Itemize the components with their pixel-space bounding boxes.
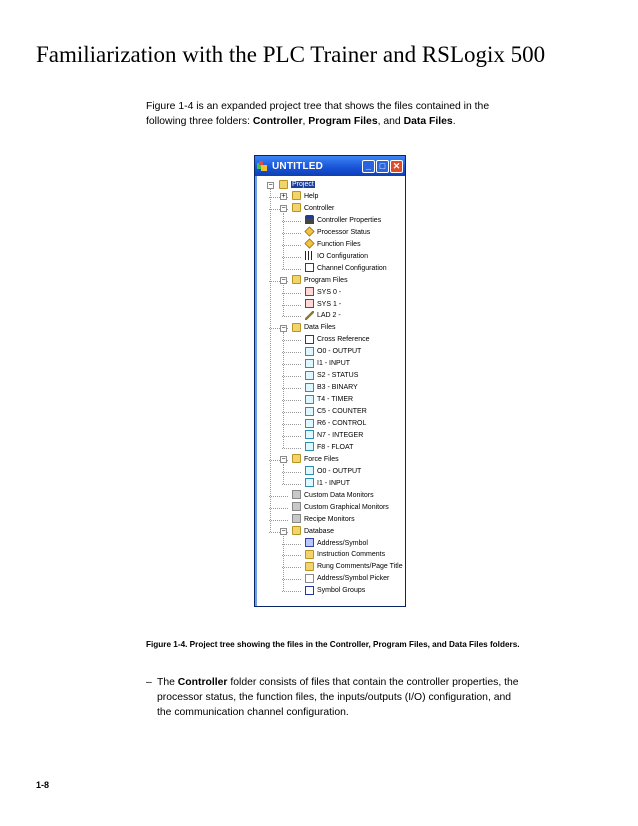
tree-connector (282, 567, 301, 568)
folder-icon (292, 275, 301, 284)
data-file-icon (305, 359, 314, 368)
figure-caption: Figure 1-4. Project tree showing the files in the Controller, Program Files, and Data Files folders. (146, 640, 520, 649)
tree-connector (282, 448, 301, 449)
tree-connector (282, 340, 301, 341)
tree-item[interactable] (305, 382, 358, 394)
intro-sep: , and (377, 116, 404, 127)
bullet-dash: – (146, 677, 152, 688)
intro-end: . (452, 116, 456, 127)
data-file-icon (305, 478, 314, 487)
tree-item[interactable] (292, 502, 389, 514)
intro-text: Figure 1-4 is an expanded project tree that shows the files contained in the following three folders: (146, 101, 490, 127)
tree-connector (282, 293, 301, 294)
collapse-icon[interactable]: − (268, 181, 273, 189)
maximize-button[interactable] (376, 160, 389, 173)
project-tree (255, 176, 405, 606)
tree-item-label: B3 - BINARY (317, 384, 358, 392)
project-tree-window (254, 155, 406, 607)
bullet-paragraph (146, 675, 526, 720)
tree-item-label: O0 - OUTPUT (317, 467, 362, 475)
intro-program-files: Program Files (308, 116, 378, 127)
bullet-text (157, 675, 526, 720)
person-icon (305, 215, 314, 224)
minimize-icon: _ (365, 160, 371, 171)
tree-item-label: Rung Comments/Page Title (317, 563, 403, 571)
tree-connector (282, 484, 301, 485)
tree-item-label: N7 - INTEGER (317, 431, 364, 439)
tree-item-label: Address/Symbol (317, 539, 368, 547)
data-file-icon (305, 442, 314, 451)
tree-connector (282, 352, 301, 353)
tree-connector (269, 508, 288, 509)
tree-item-label: SYS 0 - (317, 288, 342, 296)
tree-connector (283, 464, 284, 484)
program-file-icon (305, 287, 314, 296)
tree-item-label: R6 - CONTROL (317, 420, 367, 427)
data-file-icon (305, 407, 314, 416)
tree-item-label: Program Files (304, 276, 348, 284)
tree-item[interactable] (305, 346, 361, 358)
tree-item-label: Custom Data Monitors (304, 491, 374, 499)
tree-connector (282, 221, 301, 222)
tree-item[interactable] (305, 418, 366, 430)
tree-item[interactable] (305, 358, 350, 370)
tree-item[interactable] (279, 179, 315, 191)
tree-item[interactable] (292, 275, 348, 287)
tree-item[interactable] (292, 514, 355, 526)
tree-item-label: Processor Status (317, 228, 371, 236)
channel-icon (305, 263, 314, 272)
folder-icon (292, 323, 301, 332)
data-file-icon (305, 371, 314, 380)
tree-item-label: T4 - TIMER (317, 396, 354, 404)
maximize-icon: □ (379, 160, 386, 171)
tree-connector (282, 233, 301, 234)
tree-item-label: S2 - STATUS (317, 372, 359, 380)
collapse-icon[interactable]: − (281, 277, 286, 285)
tree-connector (282, 245, 301, 246)
folder-icon (292, 203, 301, 212)
tree-item[interactable] (305, 299, 341, 311)
tree-connector (282, 436, 301, 437)
tree-item[interactable] (305, 573, 389, 585)
tree-connector (282, 424, 301, 425)
tree-item[interactable] (292, 191, 318, 203)
collapse-icon[interactable]: − (281, 205, 286, 213)
tree-item[interactable] (305, 310, 341, 322)
collapse-icon[interactable]: − (281, 528, 286, 536)
tree-item-label: Help (304, 192, 319, 200)
window-titlebar[interactable] (255, 156, 405, 176)
expand-icon[interactable]: + (281, 193, 286, 201)
tree-item-label: IO Configuration (317, 252, 368, 260)
data-file-icon (305, 395, 314, 404)
tree-connector (283, 285, 284, 317)
tree-connector (282, 579, 301, 580)
database-icon (305, 538, 314, 547)
tree-connector (282, 400, 301, 401)
gray-folder-icon (292, 514, 301, 523)
tree-item[interactable] (305, 227, 370, 239)
window-title: UNTITLED (272, 160, 324, 172)
collapse-icon[interactable]: − (281, 456, 286, 464)
folder-icon (279, 180, 288, 189)
tree-connector (282, 472, 301, 473)
folder-icon (292, 526, 301, 535)
minimize-button[interactable] (362, 160, 375, 173)
tree-item[interactable] (292, 454, 339, 466)
close-icon: ✕ (392, 160, 401, 171)
close-button[interactable] (390, 160, 403, 173)
tree-item[interactable] (305, 466, 361, 478)
tree-item[interactable] (292, 203, 334, 215)
tree-item-label: Force Files (304, 455, 339, 463)
tree-item[interactable] (292, 322, 336, 334)
tree-connector (282, 257, 301, 258)
tree-connector (282, 388, 301, 389)
tree-item[interactable] (305, 406, 367, 418)
tree-item[interactable] (305, 442, 353, 454)
tree-item[interactable] (305, 334, 370, 346)
intro-data-files: Data Files (403, 116, 453, 127)
data-file-icon (305, 383, 314, 392)
tree-item-label: Cross Reference (317, 336, 370, 344)
tree-item-label: Recipe Monitors (304, 515, 355, 523)
group-icon (305, 586, 314, 595)
page-number: 1-8 (36, 780, 50, 790)
intro-paragraph (146, 99, 526, 129)
tree-connector (282, 412, 301, 413)
tree-connector (283, 332, 284, 448)
folder-icon (292, 191, 301, 200)
bullet-controller: Controller (177, 677, 228, 688)
tree-item-label: Data Files (304, 324, 336, 332)
intro-sep: , (302, 116, 309, 127)
io-icon (305, 251, 314, 260)
tree-item-label: Channel Configuration (317, 264, 387, 272)
folder-icon (292, 454, 301, 463)
tree-item-label: LAD 2 - (317, 312, 341, 320)
tree-item-label: O0 - OUTPUT (317, 348, 362, 356)
tree-item[interactable] (305, 478, 350, 490)
tree-item[interactable] (305, 287, 341, 299)
comment-icon (305, 562, 314, 571)
data-file-icon (305, 347, 314, 356)
tree-item-label: Symbol Groups (317, 587, 366, 595)
tree-item-label: Project (292, 181, 314, 188)
collapse-icon[interactable]: − (281, 324, 286, 332)
tree-item-label: I1 - INPUT (317, 360, 351, 368)
tree-item-label: Controller Properties (317, 216, 382, 224)
tree-connector (282, 376, 301, 377)
tree-connector (282, 591, 301, 592)
tree-connector (282, 316, 301, 317)
tree-item[interactable] (305, 561, 403, 573)
data-file-icon (305, 419, 314, 428)
diamond-icon (304, 239, 314, 249)
tree-item[interactable] (305, 263, 387, 275)
tree-connector (282, 269, 301, 270)
diamond-icon (304, 227, 314, 237)
data-file-icon (305, 466, 314, 475)
tree-item[interactable] (305, 251, 368, 263)
tree-item[interactable] (305, 549, 385, 561)
tree-connector (282, 305, 301, 306)
tree-item-label: Instruction Comments (317, 551, 386, 559)
bullet-text-a: The (157, 677, 178, 688)
tree-item-label: Function Files (317, 240, 361, 248)
tree-item[interactable] (305, 585, 365, 597)
bullet-text-c: folder consists of files that contain the controller properties, the processor status, the function files, the inputs/outputs (I/O) configuration, and the communication channel configuration. (157, 677, 519, 718)
tree-connector (282, 555, 301, 556)
tree-item[interactable] (305, 239, 361, 251)
blank-file-icon (305, 574, 314, 583)
tree-item[interactable] (305, 215, 381, 227)
tree-item-label: Address/Symbol Picker (317, 575, 390, 583)
tree-item-label: Database (304, 527, 334, 535)
gray-folder-icon (292, 490, 301, 499)
tree-item-label: Custom Graphical Monitors (304, 503, 389, 511)
ladder-icon (305, 311, 314, 320)
tree-item-label: I1 - INPUT (317, 479, 351, 487)
program-file-icon (305, 299, 314, 308)
tree-item[interactable] (292, 490, 374, 502)
tree-connector (269, 496, 288, 497)
cross-reference-icon (305, 335, 314, 344)
tree-item[interactable] (305, 538, 368, 550)
gray-folder-icon (292, 502, 301, 511)
tree-connector (269, 520, 288, 521)
tree-item[interactable] (292, 526, 334, 538)
tree-item-label: Controller (304, 204, 335, 212)
page-title: Familiarization with the PLC Trainer and RSLogix 500 (36, 42, 546, 67)
tree-item-label: F8 - FLOAT (317, 443, 354, 451)
tree-item-label: C5 - COUNTER (317, 408, 367, 416)
comment-icon (305, 550, 314, 559)
tree-item[interactable] (305, 430, 363, 442)
data-file-icon (305, 430, 314, 439)
tree-connector (282, 364, 301, 365)
tree-connector (282, 544, 301, 545)
tree-item[interactable] (305, 370, 358, 382)
app-icon (257, 161, 268, 172)
intro-controller: Controller (252, 116, 303, 127)
tree-item-label: SYS 1 - (317, 300, 342, 308)
tree-connector (270, 189, 271, 532)
tree-item[interactable] (305, 394, 353, 406)
